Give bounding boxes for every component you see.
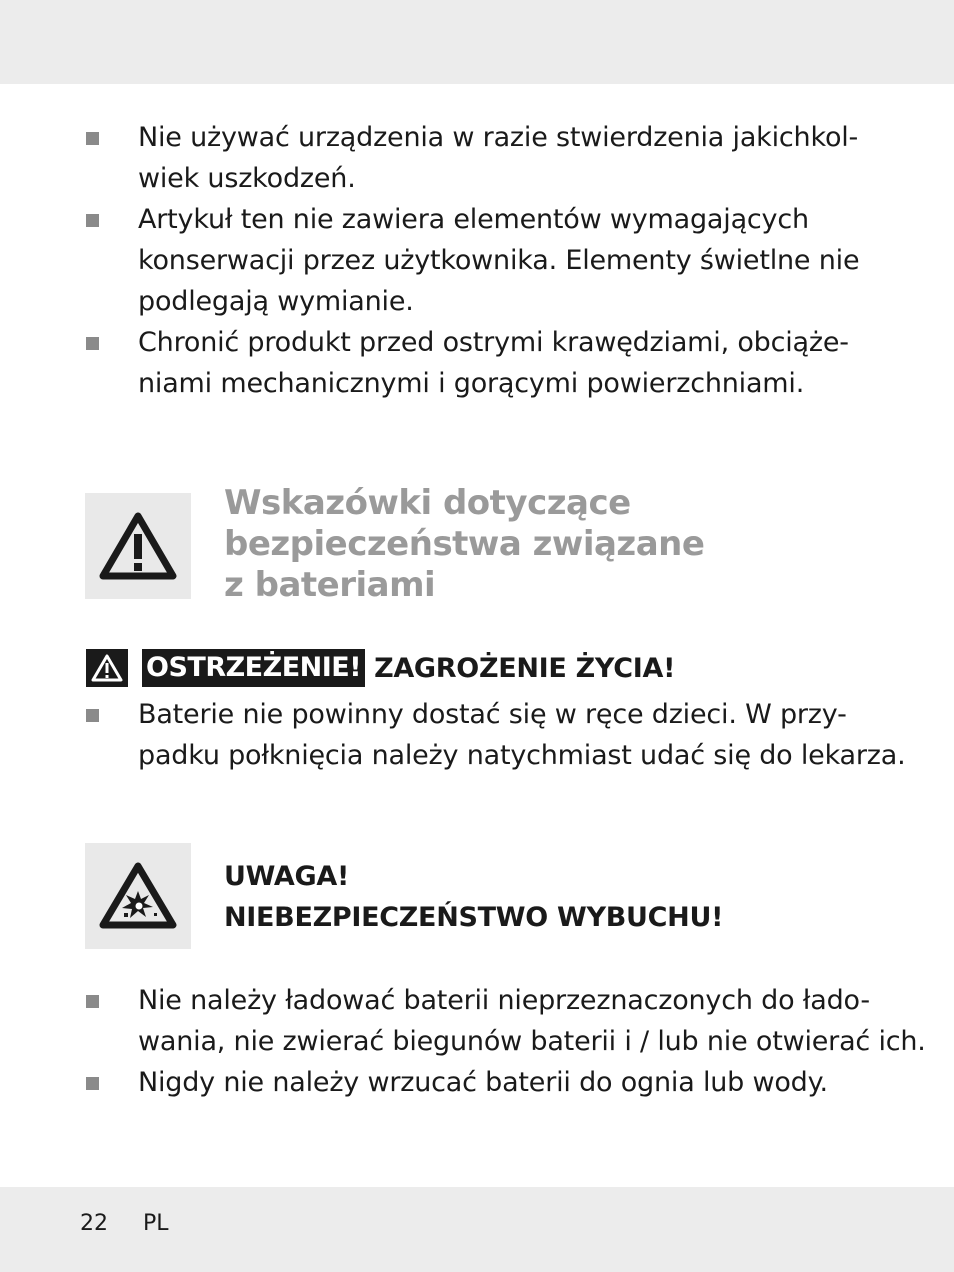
text-line: podlegają wymianie. (138, 286, 414, 317)
text-line: Nie używać urządzenia w razie stwierdzenia jakichkol- (138, 122, 859, 153)
safety-list-children (0, 694, 906, 776)
text-line: Artykuł ten nie zawiera elementów wymagających (138, 204, 809, 235)
bullet-square-icon (86, 337, 99, 350)
language-code: PL (143, 1211, 169, 1236)
warning-triangle-icon (85, 493, 191, 599)
list-item (0, 322, 859, 404)
list-item (0, 199, 859, 322)
heading-line: Wskazówki dotyczące (224, 483, 631, 523)
bullet-square-icon (86, 214, 99, 227)
caution-heading (224, 856, 723, 938)
text-line: wiek uszkodzeń. (138, 163, 356, 194)
warning-label: OSTRZEŻENIE! (142, 649, 365, 687)
text-line: Baterie nie powinny dostać się w ręce dzieci. W przy- (138, 699, 847, 730)
text-line: Nigdy nie należy wrzucać baterii do ognia lub wody. (138, 1067, 828, 1098)
text-line: Nie należy ładować baterii nieprzeznaczonych do łado- (138, 985, 870, 1016)
bullet-square-icon (86, 1077, 99, 1090)
safety-list-general (0, 117, 859, 404)
list-item (0, 980, 926, 1062)
text-line: padku połknięcia należy natychmiast udać się do lekarza. (138, 740, 906, 771)
top-band (0, 0, 954, 84)
heading-line: bezpieczeństwa związane (224, 524, 705, 564)
caution-line: NIEBEZPIECZEŃSTWO WYBUCHU! (224, 902, 724, 933)
list-item (0, 117, 859, 199)
page-number: 22 (80, 1211, 108, 1236)
danger-text: ZAGROŻENIE ŻYCIA! (374, 652, 676, 684)
bullet-square-icon (86, 709, 99, 722)
page-footer (80, 1211, 197, 1236)
section-heading (224, 483, 704, 606)
text-line: wania, nie zwierać biegunów baterii i / lub nie otwierać ich. (138, 1026, 926, 1057)
text-line: niami mechanicznymi i gorącymi powierzchniami. (138, 368, 805, 399)
heading-line: z bateriami (224, 565, 436, 605)
bullet-square-icon (86, 995, 99, 1008)
list-item (0, 1062, 926, 1103)
text-line: Chronić produkt przed ostrymi krawędziami, obciąże- (138, 327, 849, 358)
bullet-square-icon (86, 132, 99, 145)
warning-small-icon (86, 649, 128, 687)
list-item (0, 694, 906, 776)
explosion-hazard-icon (85, 843, 191, 949)
warning-banner (86, 648, 675, 688)
caution-line: UWAGA! (224, 861, 349, 892)
text-line: konserwacji przez użytkownika. Elementy świetlne nie (138, 245, 860, 276)
safety-list-batteries (0, 980, 926, 1103)
